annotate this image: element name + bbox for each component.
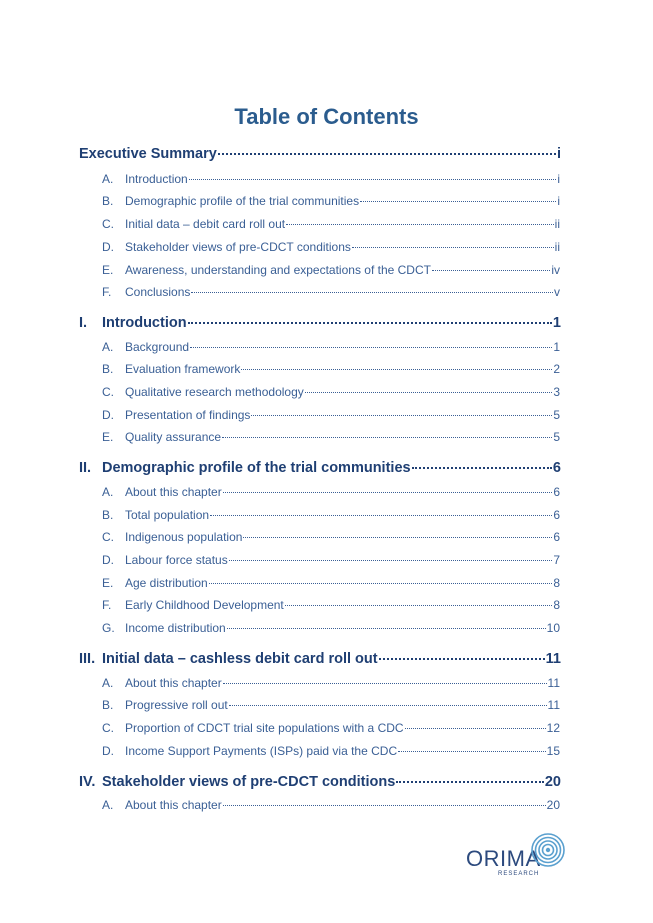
toc-dot-leader bbox=[286, 224, 554, 225]
toc-entry-number: A. bbox=[102, 340, 114, 354]
toc-entry-page: 6 bbox=[553, 530, 560, 544]
logo-subtitle: RESEARCH bbox=[498, 871, 540, 877]
toc-entry-title: Demographic profile of the trial communities bbox=[125, 194, 360, 208]
toc-entry-page: 1 bbox=[552, 315, 561, 331]
toc-entry-page: 6 bbox=[553, 508, 560, 522]
toc-entry-number: D. bbox=[102, 744, 114, 758]
toc-entry-title: Introduction bbox=[125, 172, 188, 186]
toc-entry-title: Labour force status bbox=[125, 553, 228, 567]
toc-dot-leader bbox=[352, 247, 554, 248]
toc-dot-leader bbox=[209, 583, 553, 584]
toc-entry[interactable] bbox=[102, 217, 560, 231]
toc-entry[interactable] bbox=[102, 340, 560, 354]
toc-dot-leader bbox=[218, 153, 556, 155]
toc-entry-title: Income distribution bbox=[125, 621, 226, 635]
toc-entry-number: E. bbox=[102, 430, 114, 444]
toc-entry-number: E. bbox=[102, 576, 114, 590]
orima-logo bbox=[466, 832, 568, 882]
toc-entry-page: v bbox=[554, 285, 560, 299]
toc-entry-title: Quality assurance bbox=[125, 430, 222, 444]
toc-entry[interactable] bbox=[79, 315, 561, 331]
toc-entry-number: A. bbox=[102, 485, 114, 499]
toc-entry-title: Indigenous population bbox=[125, 530, 243, 544]
toc-entry-page: ii bbox=[554, 217, 560, 231]
toc-entry-page: 15 bbox=[546, 744, 560, 758]
toc-entry[interactable] bbox=[102, 285, 560, 299]
toc-entry[interactable] bbox=[102, 553, 560, 567]
toc-entry-number: E. bbox=[102, 263, 114, 277]
toc-dot-leader bbox=[223, 683, 547, 684]
page-title: Table of Contents bbox=[234, 104, 419, 129]
toc-entry[interactable] bbox=[102, 385, 560, 399]
toc-entry-number: C. bbox=[102, 385, 114, 399]
toc-entry[interactable] bbox=[102, 172, 560, 186]
toc-dot-leader bbox=[227, 628, 546, 629]
toc-entry-title: Proportion of CDCT trial site populations with a CDC bbox=[125, 721, 404, 735]
toc-entry[interactable] bbox=[102, 676, 560, 690]
toc-entry-number: B. bbox=[102, 194, 114, 208]
toc-dot-leader bbox=[405, 728, 546, 729]
toc-entry-page: i bbox=[556, 146, 561, 162]
toc-entry-page: ii bbox=[554, 240, 560, 254]
toc-entry-page: 6 bbox=[553, 485, 560, 499]
toc-entry-number: A. bbox=[102, 676, 114, 690]
toc-entry-title: Age distribution bbox=[125, 576, 208, 590]
toc-entry-number: III. bbox=[79, 651, 96, 667]
toc-entry-page: i bbox=[557, 194, 560, 208]
toc-entry-number: I. bbox=[79, 315, 88, 331]
toc-entry[interactable] bbox=[102, 240, 560, 254]
toc-dot-leader bbox=[285, 605, 553, 606]
toc-entry-title: Background bbox=[125, 340, 190, 354]
toc-entry-page: 5 bbox=[553, 408, 560, 422]
toc-entry-title: Initial data – debit card roll out bbox=[125, 217, 286, 231]
toc-entry-page: 8 bbox=[553, 576, 560, 590]
toc-entry[interactable] bbox=[79, 146, 561, 162]
toc-entry[interactable] bbox=[102, 621, 560, 635]
toc-entry-title: About this chapter bbox=[125, 798, 222, 812]
toc-entry-title: Early Childhood Development bbox=[125, 598, 284, 612]
toc-dot-leader bbox=[223, 492, 553, 493]
toc-dot-leader bbox=[223, 805, 546, 806]
toc-dot-leader bbox=[188, 322, 552, 324]
toc-entry-number: D. bbox=[102, 408, 114, 422]
toc-entry[interactable] bbox=[102, 798, 560, 812]
logo-wordmark: ORIMA bbox=[466, 846, 541, 871]
toc-entry-number: F. bbox=[102, 285, 112, 299]
toc-entry-number: B. bbox=[102, 362, 114, 376]
toc-dot-leader bbox=[241, 369, 552, 370]
toc-entry-page: 12 bbox=[546, 721, 560, 735]
toc-entry-number: C. bbox=[102, 721, 114, 735]
toc-entry-number: B. bbox=[102, 698, 114, 712]
toc-entry-title: Initial data – cashless debit card roll out bbox=[102, 651, 378, 667]
toc-entry[interactable] bbox=[79, 651, 561, 667]
toc-dot-leader bbox=[191, 292, 553, 293]
toc-entry-title: Income Support Payments (ISPs) paid via the CDC bbox=[125, 744, 398, 758]
toc-entry[interactable] bbox=[102, 430, 560, 444]
toc-entry-title: Qualitative research methodology bbox=[125, 385, 304, 399]
toc-entry-title: Stakeholder views of pre-CDCT conditions bbox=[102, 774, 396, 790]
toc-entry-number: A. bbox=[102, 172, 114, 186]
toc-entry[interactable] bbox=[102, 508, 560, 522]
toc-entry-number: F. bbox=[102, 598, 112, 612]
toc-entry[interactable] bbox=[102, 721, 560, 735]
toc-entry-number: C. bbox=[102, 217, 114, 231]
toc-entry[interactable] bbox=[102, 485, 560, 499]
toc-entry-title: About this chapter bbox=[125, 676, 222, 690]
toc-dot-leader bbox=[379, 658, 545, 660]
toc-entry[interactable] bbox=[102, 530, 560, 544]
toc-entry-page: 20 bbox=[544, 774, 561, 790]
toc-entry-page: 6 bbox=[552, 460, 561, 476]
toc-dot-leader bbox=[190, 347, 552, 348]
toc-entry-title: Evaluation framework bbox=[125, 362, 241, 376]
toc-entry-page: 8 bbox=[553, 598, 560, 612]
toc-entry[interactable] bbox=[102, 744, 560, 758]
toc-dot-leader bbox=[243, 537, 552, 538]
toc-entry[interactable] bbox=[102, 408, 560, 422]
toc-dot-leader bbox=[229, 560, 553, 561]
toc-entry-number: IV. bbox=[79, 774, 96, 790]
toc-entry-title: Awareness, understanding and expectations of the CDCT bbox=[125, 263, 431, 277]
toc-entry-title: Demographic profile of the trial communities bbox=[102, 460, 411, 476]
toc-entry-number: II. bbox=[79, 460, 92, 476]
toc-entry-number: G. bbox=[102, 621, 115, 635]
toc-entry-page: 11 bbox=[547, 698, 560, 712]
toc-entry[interactable] bbox=[102, 263, 560, 277]
toc-entry-title: About this chapter bbox=[125, 485, 222, 499]
toc-dot-leader bbox=[210, 515, 552, 516]
toc-entry-title: Introduction bbox=[102, 315, 187, 331]
toc-entry-page: 2 bbox=[553, 362, 560, 376]
toc-entry-page: 3 bbox=[553, 385, 560, 399]
toc-entry-page: 1 bbox=[553, 340, 560, 354]
toc-entry-number: A. bbox=[102, 798, 114, 812]
toc-entry-page: 11 bbox=[545, 651, 561, 667]
toc-entry[interactable] bbox=[102, 362, 560, 376]
toc-entry[interactable] bbox=[79, 460, 561, 476]
toc-entry-title: Presentation of findings bbox=[125, 408, 251, 422]
toc-entry-page: 11 bbox=[547, 676, 560, 690]
toc-dot-leader bbox=[398, 751, 546, 752]
toc-entry-page: 20 bbox=[546, 798, 560, 812]
toc-entry-title: Stakeholder views of pre-CDCT conditions bbox=[125, 240, 351, 254]
toc-dot-leader bbox=[189, 179, 557, 180]
toc-dot-leader bbox=[396, 781, 544, 783]
toc-dot-leader bbox=[432, 270, 550, 271]
toc-entry-page: 5 bbox=[553, 430, 560, 444]
toc-entry-number: D. bbox=[102, 553, 114, 567]
toc-dot-leader bbox=[360, 201, 556, 202]
toc-entry-number: B. bbox=[102, 508, 114, 522]
toc-entry[interactable] bbox=[79, 774, 561, 790]
toc-entry-title: Progressive roll out bbox=[125, 698, 228, 712]
toc-dot-leader bbox=[412, 467, 552, 469]
toc-entry-number: D. bbox=[102, 240, 114, 254]
toc-entry[interactable] bbox=[102, 194, 560, 208]
concentric-circles-icon bbox=[530, 832, 566, 868]
toc-entry-title: Total population bbox=[125, 508, 210, 522]
toc-entry-title: Executive Summary bbox=[79, 146, 217, 162]
toc-dot-leader bbox=[251, 415, 552, 416]
toc-entry[interactable] bbox=[102, 698, 560, 712]
toc-entry-page: iv bbox=[551, 263, 560, 277]
toc-entry[interactable] bbox=[102, 598, 560, 612]
toc-dot-leader bbox=[222, 437, 552, 438]
toc-entry-page: 7 bbox=[553, 553, 560, 567]
toc-entry[interactable] bbox=[102, 576, 560, 590]
toc-entry-page: i bbox=[557, 172, 560, 186]
toc-entry-number: C. bbox=[102, 530, 114, 544]
toc-dot-leader bbox=[305, 392, 553, 393]
toc-entry-page: 10 bbox=[546, 621, 560, 635]
toc-entry-title: Conclusions bbox=[125, 285, 191, 299]
toc-dot-leader bbox=[229, 705, 547, 706]
